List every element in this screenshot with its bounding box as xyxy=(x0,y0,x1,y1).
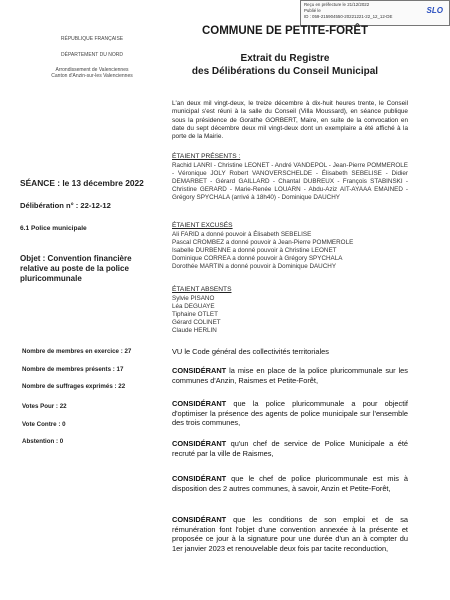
document-title-line-2: des Délibérations du Conseil Municipal xyxy=(191,66,379,77)
absent-list xyxy=(172,295,272,335)
category-label: 6.1 Police municipale xyxy=(20,225,87,232)
considerant-lead: CONSIDÉRANT xyxy=(172,366,227,375)
excused-line: Ali FARID a donné pouvoir à Élisabeth SEBELISE xyxy=(172,231,312,238)
considerant-text: que le chef de police pluricommunale est mis à disposition des 2 autres communes, à savoir, Anzin et Petite-Forêt, xyxy=(172,474,408,493)
excused-line: Isabelle DURBENNE a donné pouvoir à Christine LEONET xyxy=(172,246,337,254)
considerant-lead: CONSIDÉRANT xyxy=(172,515,227,524)
stat-votes-for: Votes Pour : 22 xyxy=(22,403,67,410)
commune-title: COMMUNE DE PETITE-FORÊT xyxy=(201,25,369,37)
absent-name: Sylvie PISANO xyxy=(172,295,215,302)
seance-date: SÉANCE : le 13 décembre 2022 xyxy=(20,178,144,188)
stamp-line-received: Reçu en préfecture le 21/12/2022 xyxy=(304,2,370,7)
stamp-line-id: ID : 059-215904550-20221221-22_12_12-DE xyxy=(304,14,393,20)
stat-votes-against: Vote Contre : 0 xyxy=(22,421,66,428)
excused-line: Dorothée MARTIN a donné pouvoir à Dominique DAUCHY xyxy=(172,262,337,270)
stamp-line-published: Publié le xyxy=(304,8,321,14)
considerant-4 xyxy=(172,474,408,493)
stat-votes-expressed: Nombre de suffrages exprimés : 22 xyxy=(22,383,126,390)
prefecture-stamp xyxy=(300,0,450,26)
considerant-text: que les conditions de son emploi et de sa rémunération font l'objet d'une convention annexée à la présente et proposée ce jour à la signature pour une durée d'un an à compter du 1er janvier 2023 et renouvelable deux fois par tacite reconduction, xyxy=(172,515,408,553)
considerant-1 xyxy=(172,366,408,385)
considerant-lead: CONSIDÉRANT xyxy=(172,439,227,448)
republic-label: RÉPUBLIQUE FRANÇAISE xyxy=(60,36,124,42)
deliberation-number: Délibération n° : 22-12-12 xyxy=(20,201,111,210)
department-label: DÉPARTEMENT DU NORD xyxy=(61,52,123,58)
present-heading: ÉTAIENT PRÉSENTS : xyxy=(172,153,241,160)
considerant-5 xyxy=(172,515,408,553)
stamp-logo: SLO xyxy=(426,6,443,15)
considerant-text: qu'un chef de service de Police Municipale a été recruté par la ville de Raismes, xyxy=(172,439,408,458)
stat-members-in-office: Nombre de membres en exercice : 27 xyxy=(22,348,132,355)
absent-name: Léa DEGUAYE xyxy=(172,302,215,310)
stat-members-present: Nombre de membres présents : 17 xyxy=(22,366,124,373)
stat-abstentions: Abstention : 0 xyxy=(22,438,64,445)
considerant-3 xyxy=(172,439,408,458)
objet-title: Objet : Convention financière relative au poste de la police pluricommunale xyxy=(20,254,132,283)
vu-line: VU le Code général des collectivités territoriales xyxy=(172,347,329,356)
absent-name: Tiphaine OTLET xyxy=(172,310,218,318)
document-title xyxy=(180,52,390,78)
excused-line: Dominique CORREA a donné pouvoir à Grégory SPYCHALA xyxy=(172,254,343,262)
arrondissement-label: Arrondissement de Valenciennes xyxy=(55,67,129,73)
admin-header xyxy=(42,36,142,79)
considerant-text: que la police pluricommunale a pour objectif d'optimiser la présence des agents de police municipale sur l'ensemble des trois communes, xyxy=(172,399,408,428)
considerant-2 xyxy=(172,399,408,428)
canton-label: Canton d'Anzin-sur-les Valenciennes xyxy=(51,73,133,79)
considerant-text: la mise en place de la police pluricommunale sur les communes d'Anzin, Raismes et Petite-Forêt, xyxy=(172,366,408,385)
considerant-lead: CONSIDÉRANT xyxy=(172,474,227,483)
considerant-lead: CONSIDÉRANT xyxy=(172,399,227,408)
excused-list xyxy=(172,231,408,271)
excused-heading: ÉTAIENT EXCUSÉS xyxy=(172,222,233,229)
absent-name: Gérard COLINET xyxy=(172,318,221,326)
absent-name: Claude HERLIN xyxy=(172,326,217,334)
intro-paragraph: L'an deux mil vingt-deux, le treize décembre à dix-huit heures trente, le Conseil municipal s'est réuni à la salle du Conseil (Villa Moussard), en séance publique sous la présidence de Gorathe GORBERT, Maire, en suite de la convocation en date du sept décembre deux mil vingt-deux dont un exemplaire a été affiché à la porte de la Mairie. xyxy=(172,100,408,141)
absent-heading: ÉTAIENT ABSENTS xyxy=(172,286,232,293)
document-title-line-1: Extrait du Registre xyxy=(240,53,330,64)
present-names: Rachid LANRI - Christine LEONET - André VANDEPOL - Jean-Pierre POMMEROLE - Véronique JOLY Robert VANOVERSCHELDE - Élisabeth SEBELISE - Didier DEMARBET - Gérard GAILLARD - Chantal DUBREUX - François STABINSKI - Christine GERARD - Marie-Renée LOUARN - Abdu-Aziz AIT-AYAAA EMAINED - Grégory SPYCHALA (arrivé à 18h40) - Dominique DAUCHY xyxy=(172,162,408,201)
excused-line: Pascal CROMBEZ a donné pouvoir à Jean-Pierre POMMEROLE xyxy=(172,238,354,246)
